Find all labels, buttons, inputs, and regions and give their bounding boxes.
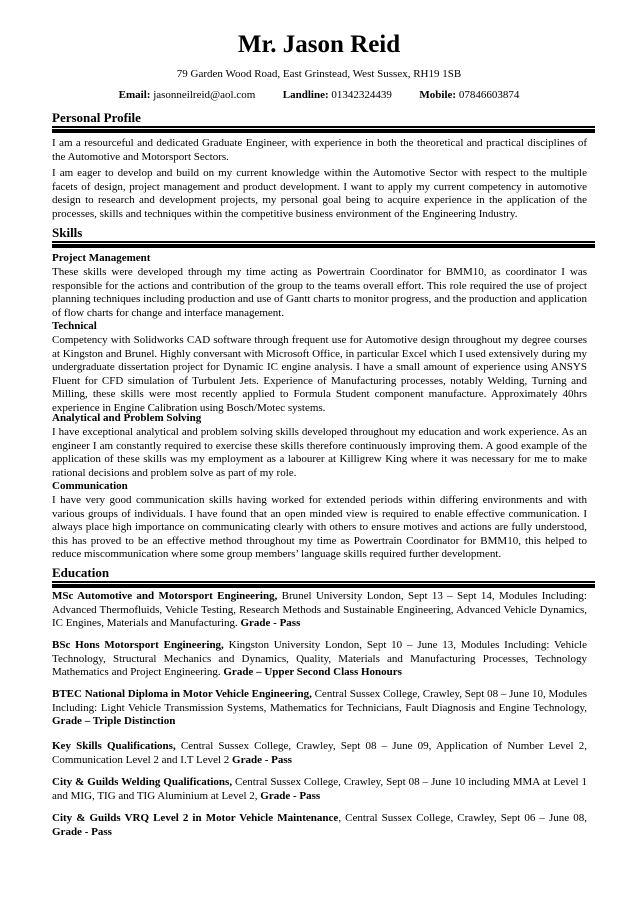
qualification-grade: Grade - Pass <box>52 825 112 838</box>
education-entry <box>52 639 587 680</box>
qualification-details: Central Sussex College, Crawley, Sept 08 – June 09, Application of Number Level 2, Communication Level 2 and I.T Level 2 <box>52 740 587 766</box>
qualification-title: BTEC National Diploma in Motor Vehicle Engineering, <box>52 688 312 700</box>
qualification-details: , Central Sussex College, Crawley, Sept 06 – June 08, <box>338 812 588 824</box>
landline-value: 01342324439 <box>331 89 392 101</box>
section-divider <box>52 241 595 243</box>
skill-title: Communication <box>52 480 128 492</box>
education-entry <box>52 590 587 631</box>
qualification-details: Kingston University London, Sept 10 – June 13, Modules Including: Vehicle Technology, Structural Mechanics and Dynamics, Quality, Materials and Manufacturing Processes, Technology Mathematics and Project Engineering. <box>52 639 587 678</box>
email-label: Email: <box>118 89 151 101</box>
skill-title: Technical <box>52 320 97 332</box>
profile-paragraph-1: I am a resourceful and dedicated Graduate Engineer, with experience in both the theoretical and practical disciplines of the Automotive and Motorsport Sectors. <box>52 137 587 163</box>
qualification-details: Brunel University London, Sept 13 – Sept 14, Modules Including: Advanced Thermofluids, Vehicle Testing, Research Methods and Sustainable Engineering, Advanced Vehicle Dynamics, IC Engines, Materials and Manufacturing. <box>52 590 587 629</box>
education-entry <box>52 688 587 729</box>
qualification-title: City & Guilds VRQ Level 2 in Motor Vehicle Maintenance <box>52 812 339 824</box>
mobile-label: Mobile: <box>419 89 457 101</box>
candidate-name: Mr. Jason Reid <box>237 31 401 58</box>
qualification-details: Central Sussex College, Crawley, Sept 08 – June 10 including MMA at Level 1 and MIG, TIG and TIG Aluminium at Level 2, <box>52 776 587 802</box>
qualification-grade: Grade – Upper Second Class Honours <box>223 666 402 678</box>
qualification-grade: Grade - Pass <box>232 753 292 766</box>
qualification-grade: Grade – Triple Distinction <box>52 715 176 727</box>
skill-text: Competency with Solidworks CAD software through frequent use for Automotive design throughout my degree courses at Kingston and Brunel. Highly conversant with Microsoft Office, in particular Excel which I used extensively during my undergraduate dissertation project for Dynamic IC engine analysis. I have a small amount of experience using ANSYS Fluent for CFD simulation of Turbulent Jets. Experience of Manufacturing processes, notably Welding, Turning and Milling, these skills were most recently applied to Formula Student component manufacture. Approximately 40hrs experience in Engine Calibration using Bosch/Motec systems. <box>52 334 587 414</box>
qualification-grade: Grade - Pass <box>240 617 301 629</box>
qualification-grade: Grade - Pass <box>260 789 321 802</box>
email-value[interactable]: jasonneilreid@aol.com <box>153 89 256 101</box>
mobile-value: 07846603874 <box>458 89 520 101</box>
section-divider <box>52 581 595 583</box>
profile-paragraph-2: I am eager to develop and build on my current knowledge within the Automotive Sector with respect to the multiple facets of design, project management and product development. I want to apply my current competency in automotive design to research and development projects, my personal goal being to acquire experience in the application of the processes, skills and techniques within the competitive business environment of the Engineering Industry. <box>52 167 587 220</box>
education-entry <box>52 740 587 767</box>
skill-text: I have exceptional analytical and problem solving skills developed throughout my education and work experience. As an engineer I am constantly required to exercise these skills therefore continuously improving them. A good example of the application of these skills was my employment as a labourer at Killigrew King where it was necessary for me to make rational decisions and problem solve as part of my role. <box>52 426 587 479</box>
skill-text: These skills were developed through my time acting as Powertrain Coordinator for BMM10, as coordinator I was responsible for the actions and contribution of the group to the teams overall effort. This role required the use of project planning techniques including production and use of Gantt charts to monitor progress, and the production and application of flow charts for change and interface management. <box>52 266 587 319</box>
skill-title: Project Management <box>52 252 151 264</box>
address: 79 Garden Wood Road, East Grinstead, West Sussex, RH19 1SB <box>176 68 462 80</box>
qualification-title: City & Guilds Welding Qualifications, <box>52 776 233 788</box>
contact-line <box>0 89 638 102</box>
landline-label: Landline: <box>282 89 329 101</box>
qualification-title: Key Skills Qualifications, <box>52 740 176 752</box>
skill-text: I have very good communication skills having worked for extended periods within differing environments and with various groups of individuals. I have found that an open minded view is required to enable effective communication. I always place high importance on communicating clearly with others to ensure motives and actions are fully understood, this has proved to be an effective method throughout my time as Powertrain Coordinator for BMM10, this helped to reduce miscommunication where some group members’ language skills required further development. <box>52 494 587 560</box>
skill-title: Analytical and Problem Solving <box>52 412 202 424</box>
profile-heading: Personal Profile <box>52 110 141 125</box>
section-divider <box>52 126 595 128</box>
education-heading: Education <box>52 565 110 580</box>
education-entry <box>52 812 587 839</box>
education-entry <box>52 776 587 803</box>
qualification-title: BSc Hons Motorsport Engineering, <box>52 639 224 651</box>
qualification-title: MSc Automotive and Motorsport Engineering, <box>52 590 278 602</box>
skills-heading: Skills <box>52 225 83 240</box>
qualification-details: Central Sussex College, Crawley, Sept 08 – June 10, Modules Including: Light Vehicle Transmission Systems, Mathematics for Technicians, Fault Diagnosis and Engine Technology, <box>52 688 588 714</box>
